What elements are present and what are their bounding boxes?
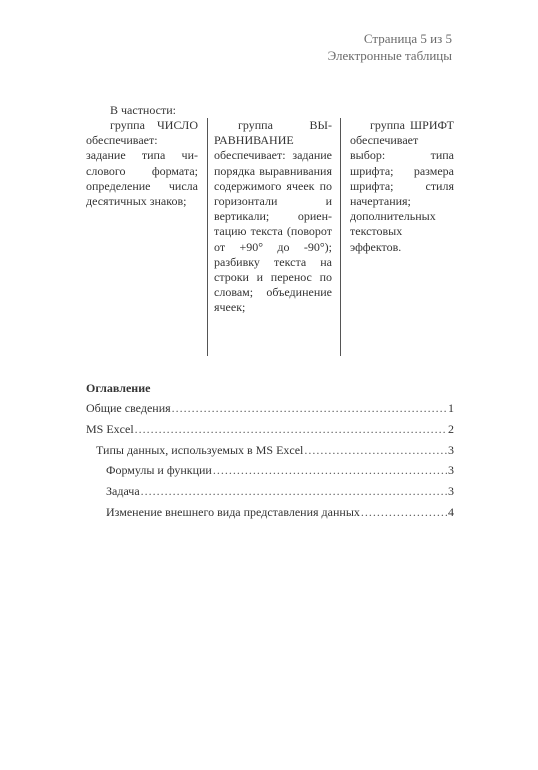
page-number-label: Страница 5 из 5	[363, 31, 452, 46]
toc-leader-dots	[172, 398, 447, 419]
toc-entry[interactable]	[86, 460, 454, 481]
toc-entry[interactable]	[86, 502, 454, 523]
toc-entry-text: Формулы и функции	[106, 463, 212, 478]
toc-entry-text: Типы данных, используемых в MS Excel	[96, 442, 304, 457]
column-text: группа ВЫРАВНИВАНИЕ обеспечивает: задание порядка выравнивания содержимого ячеек по горизонтали и вертикали; ориентацию текста (поворот от +90° до -90°); разбивку текста на строки и перенос по словам; объединение ячеек;	[214, 118, 332, 315]
column-font-group	[350, 118, 454, 255]
toc-leader-dots	[141, 481, 447, 502]
toc-leader-dots	[213, 460, 447, 481]
toc-entry-page: 1	[448, 401, 454, 415]
intro-text: В частности:	[110, 103, 176, 117]
toc-entry-page: 3	[448, 484, 454, 499]
toc-entry-text: MS Excel	[86, 421, 134, 436]
toc-leader-dots	[361, 502, 447, 523]
column-number-group	[86, 118, 198, 209]
toc-title: Оглавление	[86, 381, 151, 395]
column-divider	[207, 118, 208, 356]
column-alignment-group	[214, 118, 332, 316]
toc-entry[interactable]	[86, 398, 454, 419]
toc-entry-page: 3	[448, 442, 454, 457]
toc-entry-text: Общие сведения	[86, 401, 171, 415]
three-column-section	[86, 103, 454, 315]
toc-entry[interactable]	[86, 440, 454, 461]
toc-leader-dots	[304, 440, 447, 461]
column-divider	[340, 118, 341, 356]
toc-entry-page: 3	[448, 463, 454, 478]
toc-entry-page: 4	[448, 504, 454, 519]
toc-entry-page: 2	[448, 421, 454, 436]
toc-entry-text: Задача	[106, 484, 140, 499]
toc-entry[interactable]	[86, 419, 454, 440]
column-text: группа ЧИСЛО обеспечивает: задание типа числового формата; определение числа десятичных знаков;	[86, 118, 198, 209]
page-header	[328, 30, 452, 64]
document-title: Электронные таблицы	[327, 48, 452, 63]
toc-leader-dots	[135, 419, 447, 440]
table-of-contents	[86, 380, 454, 523]
toc-entry[interactable]	[86, 481, 454, 502]
toc-entry-text: Изменение внешнего вида представления данных	[106, 504, 360, 519]
column-text: группа ШРИФТ обеспечивает выбор: типа шрифта; размера шрифта; стиля начертания; дополнительных текстовых эффектов.	[350, 118, 454, 254]
